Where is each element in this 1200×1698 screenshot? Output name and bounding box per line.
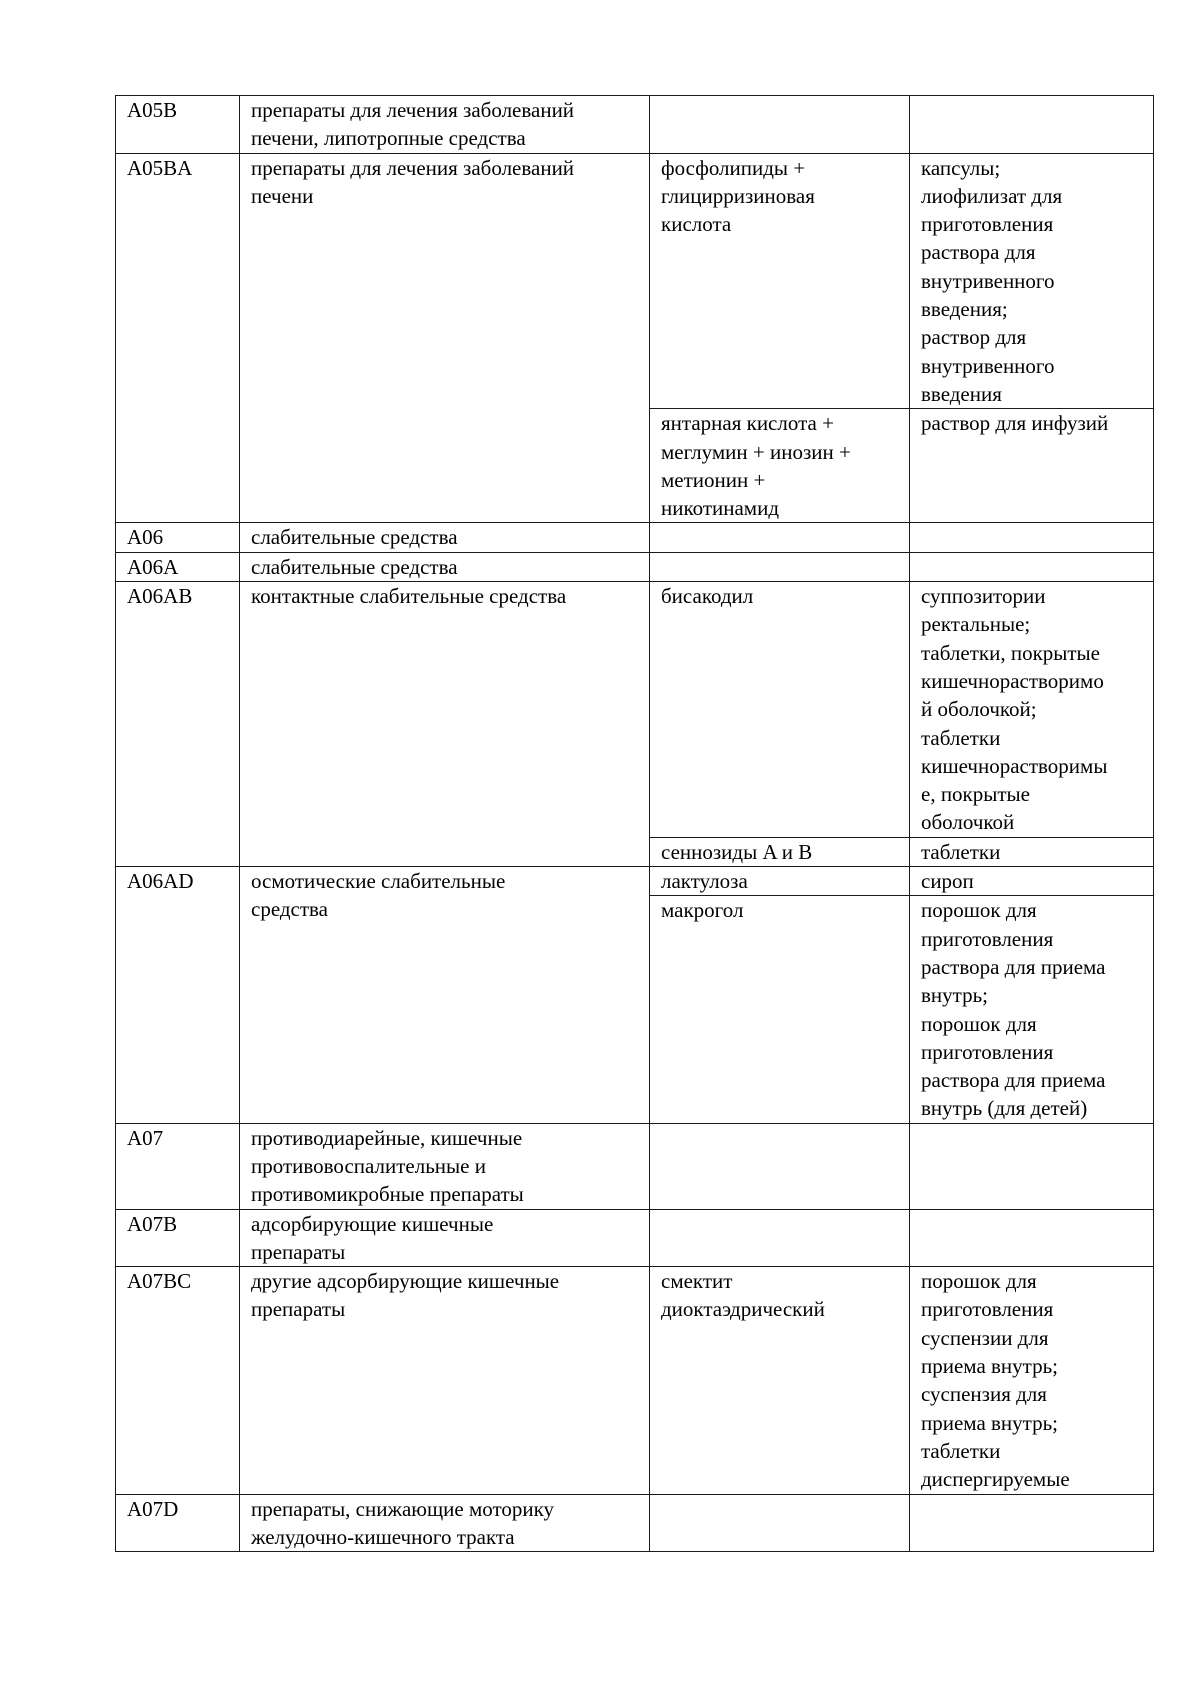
substance-cell — [650, 523, 910, 552]
table-row — [116, 1123, 1154, 1209]
pharmacological-group-cell: другие адсорбирующие кишечные препараты — [240, 1267, 650, 1494]
substance-cell: бисакодил — [650, 582, 910, 838]
table-row — [116, 96, 1154, 154]
atx-code-cell: A06A — [116, 552, 240, 581]
dosage-form-cell: порошок для приготовления суспензии для приема внутрь; суспензия для приема внутрь; таблетки диспергируемые — [910, 1267, 1154, 1494]
atx-code-cell: A05B — [116, 96, 240, 154]
dosage-form-cell: сироп — [910, 867, 1154, 896]
dosage-form-cell: порошок для приготовления раствора для приема внутрь; порошок для приготовления раствора для приема внутрь (для детей) — [910, 896, 1154, 1123]
pharmacological-group-cell: препараты для лечения заболеваний печени, липотропные средства — [240, 96, 650, 154]
dosage-form-cell — [910, 1123, 1154, 1209]
table-row — [116, 552, 1154, 581]
atx-code-cell: A07B — [116, 1209, 240, 1267]
table-row — [116, 582, 1154, 838]
pharmacological-group-cell: препараты, снижающие моторику желудочно-кишечного тракта — [240, 1494, 650, 1552]
pharmacological-group-cell: контактные слабительные средства — [240, 582, 650, 867]
substance-cell — [650, 1123, 910, 1209]
dosage-form-cell — [910, 523, 1154, 552]
substance-cell: янтарная кислота + меглумин + инозин + метионин + никотинамид — [650, 409, 910, 523]
atx-code-cell: A06AD — [116, 867, 240, 1124]
substance-cell: сеннозиды A и B — [650, 837, 910, 866]
pharmacological-group-cell: противодиарейные, кишечные противовоспалительные и противомикробные препараты — [240, 1123, 650, 1209]
pharmacological-group-cell: слабительные средства — [240, 523, 650, 552]
table-row — [116, 867, 1154, 896]
pharmacological-group-cell: осмотические слабительные средства — [240, 867, 650, 1124]
substance-cell: макрогол — [650, 896, 910, 1123]
atx-classification-table — [115, 95, 1154, 1552]
dosage-form-cell — [910, 552, 1154, 581]
pharmacological-group-cell: слабительные средства — [240, 552, 650, 581]
table-row — [116, 1209, 1154, 1267]
substance-cell — [650, 96, 910, 154]
dosage-form-cell: суппозитории ректальные; таблетки, покрытые кишечнорастворимо й оболочкой; таблетки кишечнорастворимы е, покрытые оболочкой — [910, 582, 1154, 838]
table-row — [116, 1494, 1154, 1552]
pharmacological-group-cell: препараты для лечения заболеваний печени — [240, 153, 650, 523]
table-row — [116, 523, 1154, 552]
atx-code-cell: A05BA — [116, 153, 240, 523]
substance-cell: лактулоза — [650, 867, 910, 896]
table-row — [116, 153, 1154, 409]
dosage-form-cell — [910, 96, 1154, 154]
atx-code-cell: A07D — [116, 1494, 240, 1552]
substance-cell — [650, 1209, 910, 1267]
substance-cell — [650, 1494, 910, 1552]
substance-cell: смектит диоктаэдрический — [650, 1267, 910, 1494]
atx-code-cell: A06AB — [116, 582, 240, 867]
atx-code-cell: A07BC — [116, 1267, 240, 1494]
dosage-form-cell: капсулы; лиофилизат для приготовления раствора для внутривенного введения; раствор для внутривенного введения — [910, 153, 1154, 409]
dosage-form-cell: раствор для инфузий — [910, 409, 1154, 523]
atx-code-cell: A06 — [116, 523, 240, 552]
table-row — [116, 1267, 1154, 1494]
substance-cell — [650, 552, 910, 581]
dosage-form-cell — [910, 1209, 1154, 1267]
pharmacological-group-cell: адсорбирующие кишечные препараты — [240, 1209, 650, 1267]
substance-cell: фосфолипиды + глицирризиновая кислота — [650, 153, 910, 409]
dosage-form-cell — [910, 1494, 1154, 1552]
dosage-form-cell: таблетки — [910, 837, 1154, 866]
atx-code-cell: A07 — [116, 1123, 240, 1209]
